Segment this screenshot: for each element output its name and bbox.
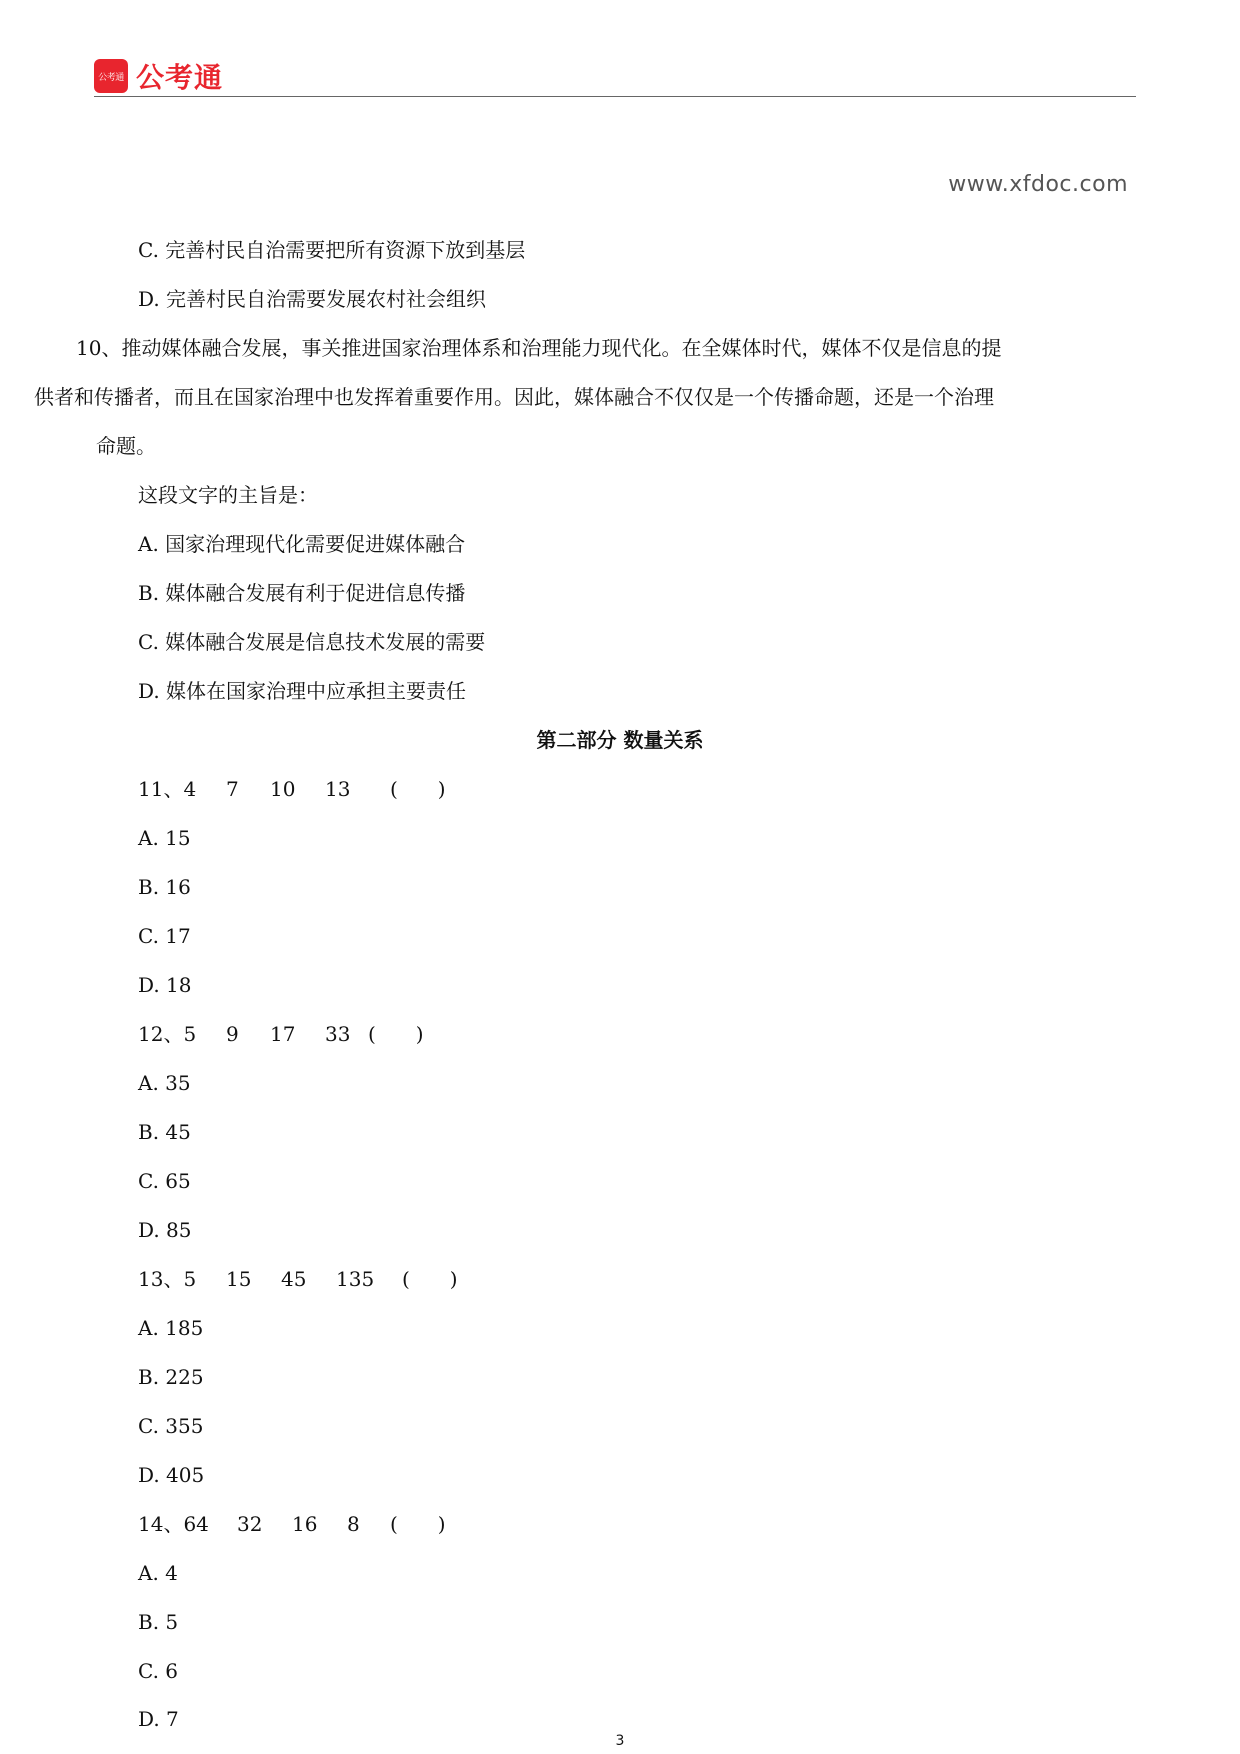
- q14-option-a: A. 4: [138, 1561, 178, 1585]
- q11-option-a: A. 15: [138, 826, 191, 850]
- q9-option-c: C. 完善村民自治需要把所有资源下放到基层: [138, 238, 526, 262]
- site-url: www.xfdoc.com: [948, 172, 1128, 197]
- q14-term: 8: [347, 1512, 360, 1536]
- q13-option-b: B. 225: [138, 1365, 204, 1389]
- q13-number: 13、5: [138, 1267, 197, 1291]
- q12-term: 9: [226, 1022, 239, 1046]
- q11-term: 13: [325, 777, 351, 801]
- q10-option-d: D. 媒体在国家治理中应承担主要责任: [138, 679, 467, 703]
- q13-term: 135: [336, 1267, 375, 1291]
- q12-option-d: D. 85: [138, 1218, 192, 1242]
- q11-term: 7: [226, 777, 239, 801]
- q10-stem-line-2: 供者和传播者，而且在国家治理中也发挥着重要作用。因此，媒体融合不仅仅是一个传播命题，还是一个治理: [34, 385, 994, 409]
- logo: [94, 56, 223, 96]
- q13-option-c: C. 355: [138, 1414, 204, 1438]
- logo-badge: 公考通: [94, 59, 128, 93]
- header-divider: [94, 96, 1136, 97]
- q14-term: 16: [292, 1512, 318, 1536]
- logo-text: 公考通: [136, 61, 224, 94]
- q10-stem-line-3: 命题。: [96, 434, 156, 458]
- q10-prompt: 这段文字的主旨是：: [138, 483, 318, 507]
- q13-option-a: A. 185: [138, 1316, 204, 1340]
- q12-option-c: C. 65: [138, 1169, 191, 1193]
- q12-term: 33: [325, 1022, 351, 1046]
- q13-term: 45: [281, 1267, 307, 1291]
- q14-blank: ( ): [390, 1512, 446, 1536]
- q11-option-c: C. 17: [138, 924, 191, 948]
- q11-term: 10: [270, 777, 296, 801]
- q10-option-b: B. 媒体融合发展有利于促进信息传播: [138, 581, 466, 605]
- q12-blank: ( ): [368, 1022, 424, 1046]
- q12-term: 17: [270, 1022, 296, 1046]
- q14-option-b: B. 5: [138, 1610, 179, 1634]
- q10-option-a: A. 国家治理现代化需要促进媒体融合: [138, 532, 466, 556]
- q12-option-b: B. 45: [138, 1120, 191, 1144]
- q14-term: 32: [237, 1512, 263, 1536]
- q12-option-a: A. 35: [138, 1071, 191, 1095]
- q11-option-d: D. 18: [138, 973, 192, 997]
- q11-option-b: B. 16: [138, 875, 191, 899]
- page-number: 3: [615, 1733, 625, 1749]
- q14-option-d: D. 7: [138, 1707, 179, 1731]
- q14-number: 14、64: [138, 1512, 209, 1536]
- q11-number: 11、4: [138, 777, 197, 801]
- q13-option-d: D. 405: [138, 1463, 205, 1487]
- q13-term: 15: [226, 1267, 252, 1291]
- q13-blank: ( ): [402, 1267, 458, 1291]
- q9-option-d: D. 完善村民自治需要发展农村社会组织: [138, 287, 487, 311]
- q10-option-c: C. 媒体融合发展是信息技术发展的需要: [138, 630, 486, 654]
- q11-blank: ( ): [390, 777, 446, 801]
- section-heading: 第二部分 数量关系: [536, 728, 704, 752]
- q10-stem-line-1: 10、推动媒体融合发展，事关推进国家治理体系和治理能力现代化。在全媒体时代，媒体不仅是信息的提: [76, 336, 1002, 360]
- q14-option-c: C. 6: [138, 1659, 179, 1683]
- q12-number: 12、5: [138, 1022, 197, 1046]
